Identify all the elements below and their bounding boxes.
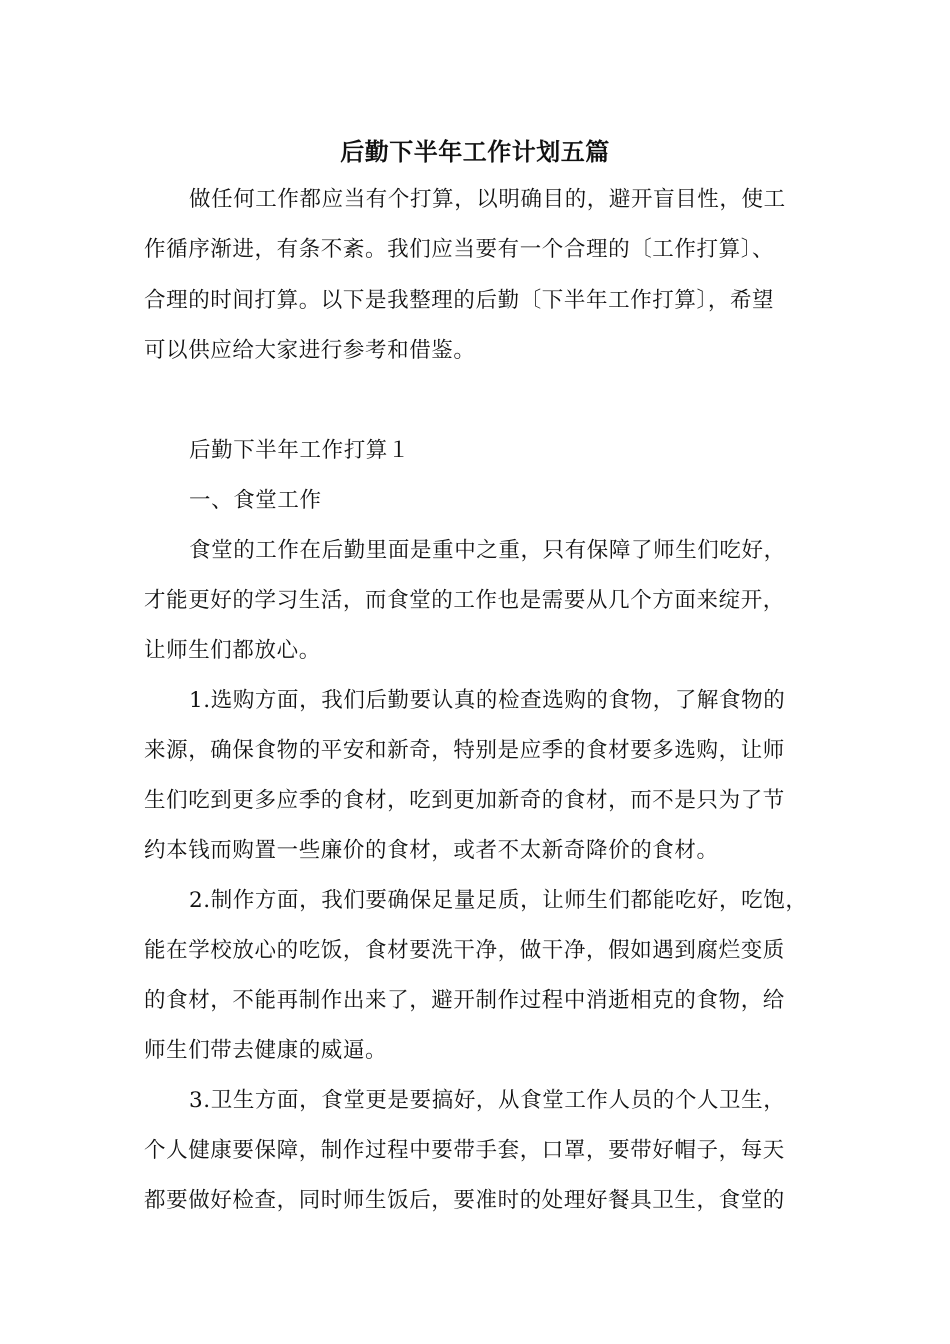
body-line: 2.制作方面，我们要确保足量足质，让师生们都能吃好，吃饱，: [189, 888, 808, 913]
section-heading: 后勤下半年工作打算１: [189, 438, 411, 463]
body-line: 能在学校放心的吃饭，食材要洗干净，做干净，假如遇到腐烂变质: [144, 938, 785, 963]
document-title: 后勤下半年工作计划五篇: [340, 137, 610, 166]
body-line: 才能更好的学习生活，而食堂的工作也是需要从几个方面来绽开，: [144, 588, 785, 613]
body-line: 师生们带去健康的威逼。: [144, 1038, 388, 1063]
body-line: 生们吃到更多应季的食材，吃到更加新奇的食材，而不是只为了节: [144, 788, 785, 813]
body-line: 让师生们都放心。: [144, 638, 321, 663]
intro-line-3: 合理的时间打算。以下是我整理的后勤〔下半年工作打算〕，希望: [144, 288, 775, 313]
body-line: 都要做好检查，同时师生饭后，要准时的处理好餐具卫生，食堂的: [144, 1188, 785, 1213]
intro-line-1: 做任何工作都应当有个打算，以明确目的，避开盲目性，使工: [189, 187, 786, 212]
body-line: 约本钱而购置一些廉价的食材，或者不太新奇降价的食材。: [144, 838, 719, 863]
body-line: 3.卫生方面，食堂更是要搞好，从食堂工作人员的个人卫生，: [189, 1088, 786, 1113]
body-line: 来源，确保食物的平安和新奇，特别是应季的食材要多选购，让师: [144, 738, 785, 763]
subsection-heading: 一、食堂工作: [189, 488, 322, 513]
intro-line-4: 可以供应给大家进行参考和借鉴。: [144, 338, 476, 363]
body-line: 的食材，不能再制作出来了，避开制作过程中消逝相克的食物，给: [144, 988, 785, 1013]
body-line: 食堂的工作在后勤里面是重中之重，只有保障了师生们吃好，: [189, 538, 786, 563]
body-line: 1.选购方面，我们后勤要认真的检查选购的食物，了解食物的: [189, 688, 786, 713]
body-line: 个人健康要保障，制作过程中要带手套，口罩，要带好帽子，每天: [144, 1138, 785, 1163]
intro-line-2: 作循序渐进，有条不紊。我们应当要有一个合理的〔工作打算〕、: [144, 237, 775, 262]
